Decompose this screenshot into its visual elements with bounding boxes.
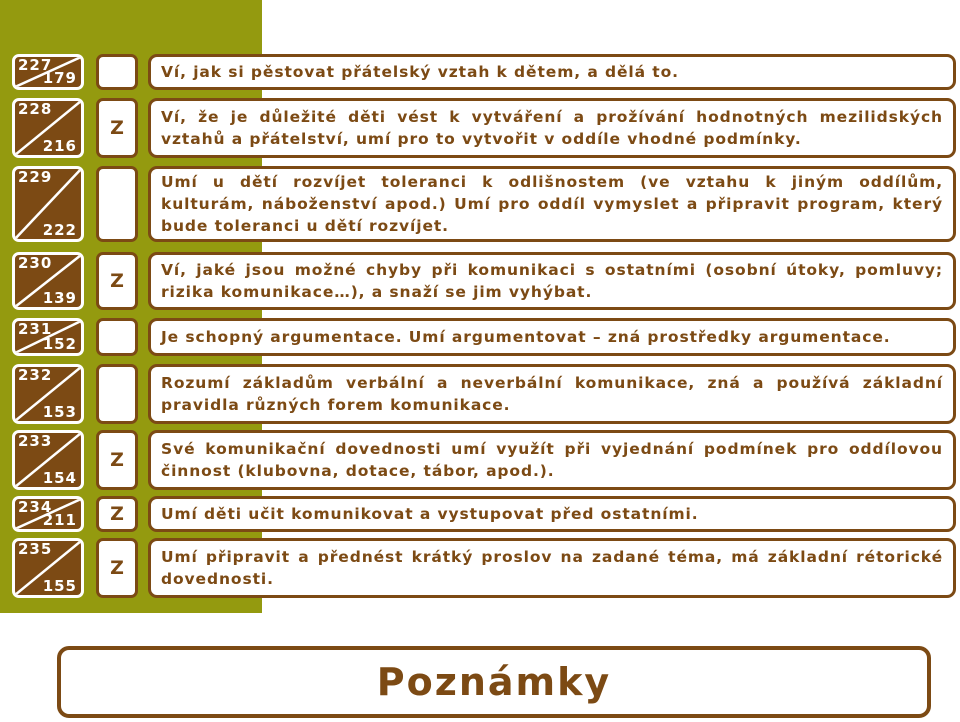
mark-box: [96, 318, 138, 356]
competency-text-box: [148, 54, 956, 90]
number-bottom: 155: [42, 577, 77, 595]
competency-text: Je schopný argumentace. Umí argumentovat – zná prostředky argumentace.: [161, 328, 891, 346]
number-badge: [12, 166, 84, 242]
competency-text-box: [148, 98, 956, 158]
mark-box: [96, 54, 138, 90]
number-top: 231: [18, 320, 53, 338]
competency-text: Rozumí základům verbální a neverbální komunikace, zná a používá základní pravidla různých forem komunikace.: [161, 374, 943, 414]
number-top: 235: [18, 540, 53, 558]
number-bottom: 222: [42, 221, 77, 239]
competency-text: Umí u dětí rozvíjet toleranci k odlišnostem (ve vztahu k jiným oddílům, kulturám, náboženství apod.) Umí pro oddíl vymyslet a připravit program, který bude toleranci u dětí rozvíjet.: [161, 173, 943, 235]
competency-text: Ví, jak si pěstovat přátelský vztah k dětem, a dělá to.: [161, 63, 679, 81]
mark-box: [96, 364, 138, 424]
number-top: 234: [18, 498, 53, 516]
mark-box: Z: [96, 430, 138, 490]
mark-box: Z: [96, 538, 138, 598]
competency-text-box: [148, 364, 956, 424]
competency-text: Ví, jaké jsou možné chyby při komunikaci s ostatními (osobní útoky, pomluvy; rizika komunikace…), a snaží se jim vyhýbat.: [161, 261, 943, 301]
number-badge: [12, 252, 84, 310]
number-bottom: 153: [42, 403, 77, 421]
notes-title: Poznámky: [376, 660, 612, 704]
number-bottom: 216: [42, 137, 77, 155]
mark-box: Z: [96, 496, 138, 532]
number-badge: [12, 318, 84, 356]
number-badge: [12, 430, 84, 490]
competency-text: Své komunikační dovednosti umí využít při vyjednání podmínek pro oddílovou činnost (klubovna, dotace, tábor, apod.).: [161, 440, 943, 480]
number-bottom: 179: [42, 69, 77, 87]
number-top: 229: [18, 168, 53, 186]
competency-text: Umí děti učit komunikovat a vystupovat před ostatními.: [161, 505, 699, 523]
competency-text-box: [148, 318, 956, 356]
mark-box: Z: [96, 252, 138, 310]
number-top: 230: [18, 254, 53, 272]
number-bottom: 152: [42, 335, 77, 353]
number-top: 232: [18, 366, 53, 384]
number-bottom: 154: [42, 469, 77, 487]
number-bottom: 139: [42, 289, 77, 307]
number-bottom: 211: [42, 511, 77, 529]
number-top: 227: [18, 56, 53, 74]
competency-text-box: [148, 166, 956, 242]
number-badge: [12, 538, 84, 598]
number-top: 228: [18, 100, 53, 118]
number-badge: [12, 496, 84, 532]
competency-text-box: [148, 496, 956, 532]
mark-box: Z: [96, 98, 138, 158]
mark-box: [96, 166, 138, 242]
competency-text-box: [148, 538, 956, 598]
competency-text: Umí připravit a přednést krátký proslov na zadané téma, má základní rétorické dovednosti.: [161, 548, 943, 588]
competency-text: Ví, že je důležité děti vést k vytváření a prožívání hodnotných mezilidských vztahů a přátelství, umí pro to vytvořit v oddíle vhodné podmínky.: [161, 108, 943, 148]
number-top: 233: [18, 432, 53, 450]
number-badge: [12, 98, 84, 158]
notes-box: [57, 646, 931, 718]
number-badge: [12, 364, 84, 424]
competency-text-box: [148, 252, 956, 310]
number-badge: [12, 54, 84, 90]
competency-text-box: [148, 430, 956, 490]
